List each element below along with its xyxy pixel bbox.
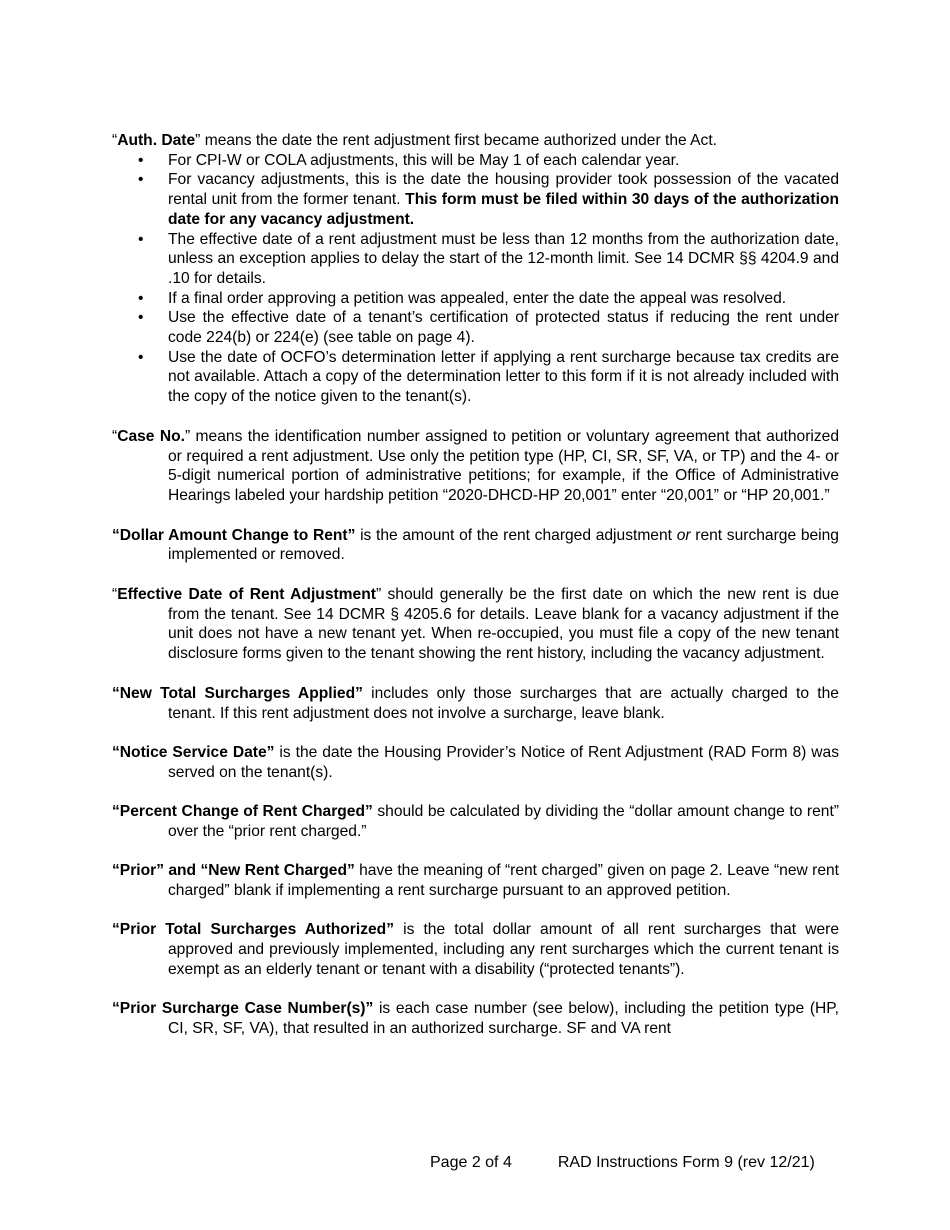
- definition-text: have the meaning of “rent charged” given on page 2. Leave “new rent charged” blank if implementing a rent surcharge pursuant to an approved petition.: [168, 862, 839, 899]
- dollar-amount-text-end: rent surcharge being implemented or removed.: [168, 526, 839, 564]
- bullet-item: [112, 170, 839, 229]
- definition-text: is the date the Housing Provider’s Notice of Rent Adjustment (RAD Form 8) was served on the tenant(s).: [168, 743, 839, 781]
- effective-date-definition: [112, 585, 839, 664]
- auth-date-term: Auth. Date: [117, 132, 196, 149]
- auth-date-definition: [112, 131, 839, 151]
- dollar-amount-italic: or: [676, 526, 691, 544]
- definition-term: “Prior” and “New Rent Charged”: [112, 862, 355, 880]
- quote-open: “: [112, 132, 118, 149]
- bullet-item: [112, 151, 839, 171]
- bullet-item: [112, 289, 839, 309]
- definition-term: “Percent Change of Rent Charged”: [112, 803, 373, 821]
- bullet-item: [112, 348, 839, 407]
- new-total-surcharges-definition: [112, 684, 839, 723]
- dollar-amount-definition: [112, 526, 839, 565]
- dollar-amount-text: is the amount of the rent charged adjustment: [355, 526, 677, 544]
- effective-date-term: Effective Date of Rent Adjustment: [117, 586, 376, 604]
- bullet-text: If a final order approving a petition was appealed, enter the date the appeal was resolved.: [168, 289, 787, 307]
- auth-date-text: means the date the rent adjustment first became authorized under the Act.: [200, 132, 718, 149]
- form-revision: RAD Instructions Form 9 (rev 12/21): [557, 1154, 815, 1171]
- prior-new-rent-definition: [112, 861, 839, 900]
- percent-change-definition: [112, 802, 839, 841]
- definition-term: “Prior Surcharge Case Number(s)”: [112, 1000, 374, 1018]
- bullet-item: [112, 308, 839, 347]
- prior-total-surcharges-definition: [112, 920, 839, 979]
- bullet-bold-text: This form must be filed within 30 days of the authorization date for any vacancy adjustment.: [168, 191, 839, 228]
- bullet-text: The effective date of a rent adjustment must be less than 12 months from the authorization date, unless an exception applies to delay the start of the 12-month limit. See 14 DCMR §§ 4204.9 and .10 for details.: [168, 230, 839, 287]
- definition-term: “Prior Total Surcharges Authorized”: [112, 921, 395, 939]
- page-content: [112, 131, 839, 1038]
- bullet-text: Use the effective date of a tenant’s certification of protected status if reducing the rent under code 224(b) or 224(e) (see table on page 4).: [168, 309, 839, 347]
- effective-date-text: ” should generally be the first date on which the new rent is due from the tenant. See 14 DCMR § 4205.6 for details. Leave blank for a vacancy adjustment if the unit does not have a new tenant yet. When re-occupied, you must file a copy of the new tenant disclosure forms given to the tenant showing the rent history, including the vacancy adjustment.: [168, 586, 839, 663]
- bullet-text: Use the date of OCFO’s determination letter if applying a rent surcharge because tax credits are not available. Attach a copy of the determination letter to this form if it is not already included with the copy of the notice given to the tenant(s).: [168, 348, 839, 406]
- quote-open: “: [112, 586, 118, 604]
- case-no-term: Case No.: [117, 427, 185, 445]
- case-no-definition: [112, 427, 839, 506]
- definition-text: is the total dollar amount of all rent surcharges that were approved and previously implemented, including any rent surcharges which the current tenant is exempt as an elderly tenant or tenant with a disability (“protected tenants”).: [168, 921, 839, 978]
- page-number: Page 2 of 4: [430, 1154, 512, 1171]
- definition-text: should be calculated by dividing the “dollar amount change to rent” over the “prior rent charged.”: [168, 803, 839, 840]
- auth-date-bullet-list: [112, 151, 839, 407]
- page-footer: [430, 1153, 840, 1173]
- bullet-text: For CPI-W or COLA adjustments, this will be May 1 of each calendar year.: [168, 151, 680, 169]
- notice-service-date-definition: [112, 743, 839, 782]
- definition-text: is each case number (see below), including the petition type (HP, CI, SR, SF, VA), that resulted in an authorized surcharge. SF and VA rent: [168, 1000, 840, 1037]
- quote-close: ”: [195, 132, 201, 149]
- definition-text: includes only those surcharges that are actually charged to the tenant. If this rent adjustment does not involve a surcharge, leave blank.: [168, 684, 839, 722]
- definition-term: “Notice Service Date”: [112, 743, 275, 761]
- quote-open: “: [112, 427, 118, 445]
- bullet-text: For vacancy adjustments, this is the date the housing provider took possession of the vacated rental unit from the former tenant.: [168, 171, 839, 209]
- definition-term: “New Total Surcharges Applied”: [112, 684, 363, 702]
- bullet-item: [112, 230, 839, 289]
- prior-surcharge-case-numbers-definition: [112, 999, 839, 1038]
- dollar-amount-term: “Dollar Amount Change to Rent”: [112, 526, 356, 544]
- case-no-text: ” means the identification number assigned to petition or voluntary agreement that authorized or required a rent adjustment. Use only the petition type (HP, CI, SR, SF, VA, or TP) and the 4- or 5-digit numerical portion of administrative petitions; for example, if the Office of Administrative Hearings labeled your hardship petition “2020-DHCD-HP 20,001” enter “20,001” or “HP 20,001.”: [168, 427, 839, 504]
